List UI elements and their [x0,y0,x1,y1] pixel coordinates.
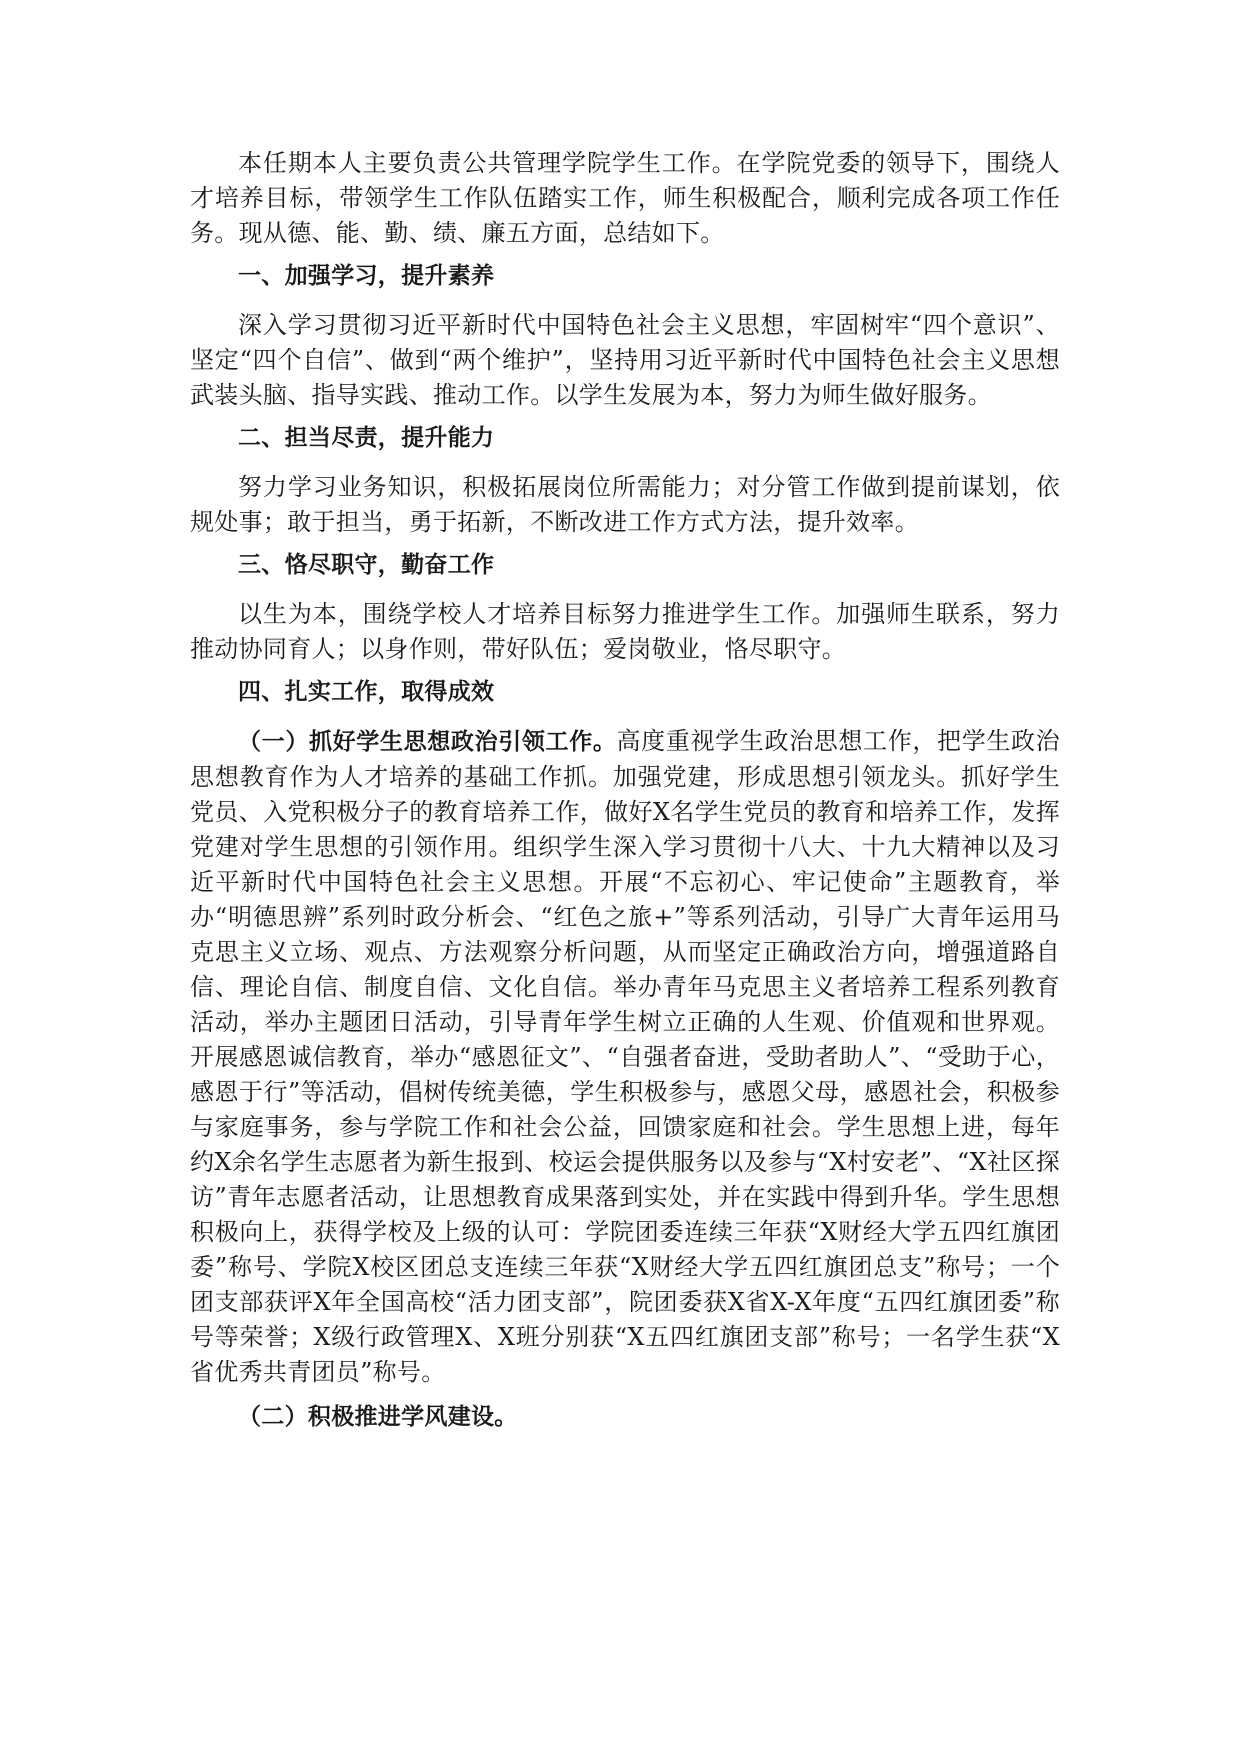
item-1-lead: （一）抓好学生思想政治引领工作。 [238,729,617,755]
item-1-body: 高度重视学生政治思想工作，把学生政治思想教育作为人才培养的基础工作抓。加强党建，形成思想引领龙头。抓好学生党员、入党积极分子的教育培养工作，做好X名学生党员的教育和培养工作，发挥党建对学生思想的引领作用。组织学生深入学习贯彻十八大、十九大精神以及习近平新时代中国特色社会主义思想。开展“不忘初心、牢记使命”主题教育，举办“明德思辨”系列时政分析会、“红色之旅+”等系列活动，引导广大青年运用马克思主义立场、观点、方法观察分析问题，从而坚定正确政治方向，增强道路自信、理论自信、制度自信、文化自信。举办青年马克思主义者培养工程系列教育活动，举办主题团日活动，引导青年学生树立正确的人生观、价值观和世界观。开展感恩诚信教育，举办“感恩征文”、“自强者奋进，受助者助人”、“受助于心，感恩于行”等活动，倡树传统美德，学生积极参与，感恩父母，感恩社会，积极参与家庭事务，参与学院工作和社会公益，回馈家庭和社会。学生思想上进，每年约X余名学生志愿者为新生报到、校运会提供服务以及参与“X村安老”、“X社区探访”青年志愿者活动，让思想教育成果落到实处，并在实践中得到升华。学生思想积极向上，获得学校及上级的认可：学院团委连续三年获“X财经大学五四红旗团委”称号、学院X校区团总支连续三年获“X财经大学五四红旗团总支”称号；一个团支部获评X年全国高校“活力团支部”，院团委获X省X-X年度“五四红旗团委”称号等荣誉；X级行政管理X、X班分别获“X五四红旗团支部”称号；一名学生获“X省优秀共青团员”称号。 [190,727,1060,1386]
section-2-heading: 二、担当尽责，提升能力 [238,425,495,451]
item-1-paragraph [190,724,1060,1390]
section-1-body: 深入学习贯彻习近平新时代中国特色社会主义思想，牢固树牢“四个意识”、坚定“四个自信”、做到“两个维护”，坚持用习近平新时代中国特色社会主义思想武装头脑、指导实践、推动工作。以学生发展为本，努力为师生做好服务。 [190,311,1060,409]
item-2-heading: （二）积极推进学风建设。 [238,1404,518,1430]
intro-paragraph: 本任期本人主要负责公共管理学院学生工作。在学院党委的领导下，围绕人才培养目标，带领学生工作队伍踏实工作，师生积极配合，顺利完成各项工作任务。现从德、能、勤、绩、廉五方面，总结如下。 [190,149,1060,247]
section-3-heading: 三、恪尽职守，勤奋工作 [238,552,495,578]
section-2-body: 努力学习业务知识，积极拓展岗位所需能力；对分管工作做到提前谋划，依规处事；敢于担当，勇于拓新，不断改进工作方式方法，提升效率。 [190,473,1060,536]
section-3-body: 以生为本，围绕学校人才培养目标努力推进学生工作。加强师生联系，努力推动协同育人；以身作则，带好队伍；爱岗敬业，恪尽职守。 [190,600,1060,663]
section-4-heading: 四、扎实工作，取得成效 [238,679,495,705]
section-1-heading: 一、加强学习，提升素养 [238,263,495,289]
document-body [190,146,1060,1435]
